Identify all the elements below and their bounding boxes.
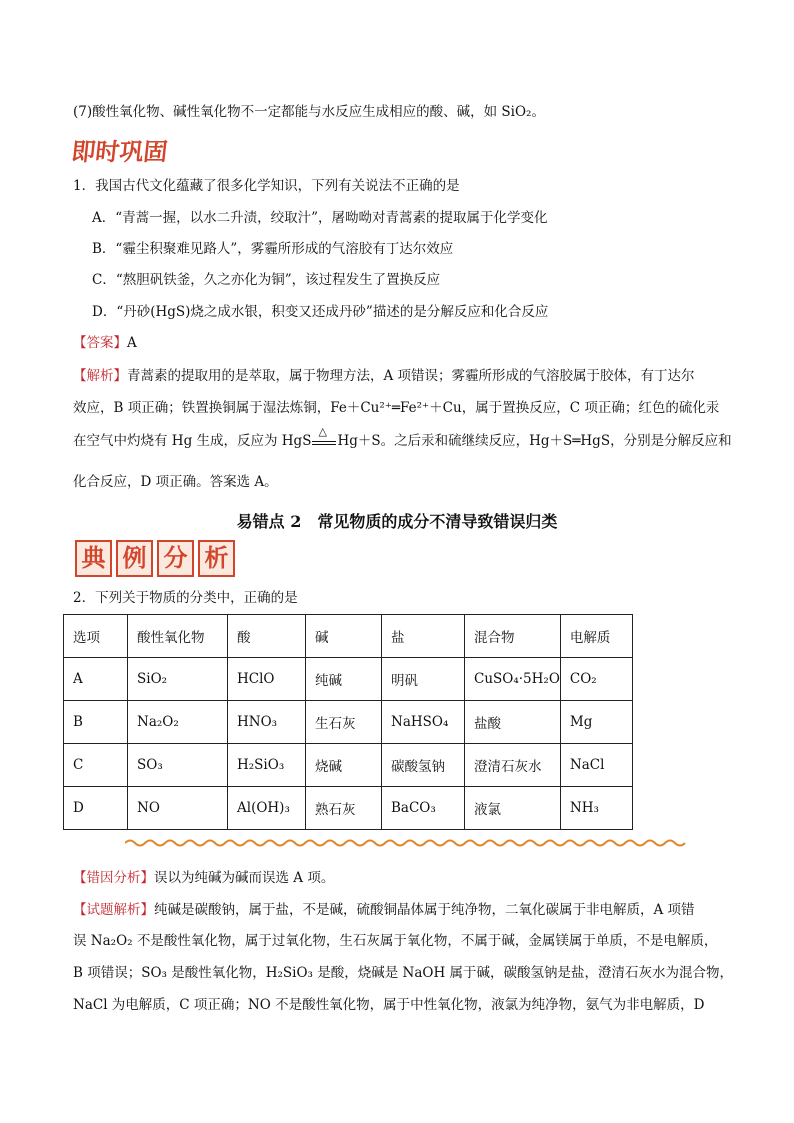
table-cell: 盐酸 xyxy=(465,701,561,744)
table-header: 盐 xyxy=(382,615,465,658)
q1-option-c: C．“熬胆矾铁釜，久之亦化为铜”，该过程发生了置换反应 xyxy=(92,272,441,288)
table-cell: 纯碱 xyxy=(306,658,382,701)
q1-option-b: B．“霾尘积聚难见路人”，雾霾所形成的气溶胶有丁达尔效应 xyxy=(92,241,454,257)
table-cell: HClO xyxy=(228,658,306,701)
solution-text: 纯碱是碳酸钠，属于盐，不是碱，硫酸铜晶体属于纯净物，二氧化碳属于非电解质，A 项错 xyxy=(154,902,695,918)
analysis-tag: 【解析】 xyxy=(73,368,127,384)
table-cell: HNO₃ xyxy=(228,701,306,744)
table-cell: 生石灰 xyxy=(306,701,382,744)
table-cell: NO xyxy=(128,787,228,830)
section-title: 易错点 2 常见物质的成分不清导致错误归类 xyxy=(236,512,558,531)
heat-symbol: △ xyxy=(318,425,327,438)
solution-tag: 【试题解析】 xyxy=(73,902,154,918)
table-cell: C xyxy=(64,744,128,787)
table-header: 电解质 xyxy=(560,615,632,658)
error-text: 误以为纯碱为碱而误选 A 项。 xyxy=(154,870,335,886)
q1-option-a: A．“青蒿一握，以水二升渍，绞取汁”，屠呦呦对青蒿素的提取属于化学变化 xyxy=(92,210,548,226)
analysis-text: Hg＋S。之后汞和硫继续反应，Hg＋S═HgS，分别是分解反应和 xyxy=(337,433,732,449)
table-cell: BaCO₃ xyxy=(382,787,465,830)
stamp-char: 析 xyxy=(198,540,235,577)
table-cell: D xyxy=(64,787,128,830)
table-cell: 明矾 xyxy=(382,658,465,701)
stamp-char: 分 xyxy=(157,540,194,577)
stamp-char: 巩 xyxy=(118,138,145,166)
answer-value: A xyxy=(127,335,137,351)
table-cell: CuSO₄·5H₂O xyxy=(465,658,561,701)
table-cell: NH₃ xyxy=(560,787,632,830)
answer-tag: 【答案】 xyxy=(73,335,127,351)
q1-analysis-line-2: 效应，B 项正确；铁置换铜属于湿法炼铜，Fe＋Cu²⁺═Fe²⁺＋Cu，属于置换反应，C 项正确；红色的硫化汞 xyxy=(73,400,720,416)
stamp-char: 时 xyxy=(94,138,121,166)
error-tag: 【错因分析】 xyxy=(73,870,154,886)
stamp-char: 例 xyxy=(116,540,153,577)
error-analysis xyxy=(73,868,334,888)
table-row xyxy=(64,744,633,787)
table-header: 酸 xyxy=(228,615,306,658)
q1-stem: 1．我国古代文化蕴藏了很多化学知识，下列有关说法不正确的是 xyxy=(73,178,460,194)
table-cell: SO₃ xyxy=(128,744,228,787)
q1-analysis-line-1 xyxy=(73,366,695,386)
table-cell: SiO₂ xyxy=(128,658,228,701)
table-cell: 澄清石灰水 xyxy=(465,744,561,787)
table-cell: B xyxy=(64,701,128,744)
table-cell: 液氯 xyxy=(465,787,561,830)
solution-line-2: 误 Na₂O₂ 不是酸性氧化物，属于过氧化物，生石灰属于氧化物，不属于碱，金属镁属于单质，不是电解质， xyxy=(73,933,718,949)
q1-analysis-line-3 xyxy=(73,425,732,451)
table-cell: A xyxy=(64,658,128,701)
table-row xyxy=(64,787,633,830)
wave-divider xyxy=(125,838,690,848)
solution-line-3: B 项错误；SO₃ 是酸性氧化物，H₂SiO₃ 是酸，烧碱是 NaOH 属于碱，碳酸氢钠是盐，澄清石灰水为混合物， xyxy=(73,965,734,981)
table-header: 混合物 xyxy=(465,615,561,658)
table-header: 碱 xyxy=(306,615,382,658)
q1-answer xyxy=(73,333,137,353)
stamp-char: 典 xyxy=(75,540,112,577)
table-cell: NaHSO₄ xyxy=(382,701,465,744)
stamp-consolidate xyxy=(70,132,169,166)
table-cell: 碳酸氢钠 xyxy=(382,744,465,787)
stamp-example-analysis xyxy=(75,540,235,577)
stamp-char: 即 xyxy=(70,138,97,166)
analysis-text: 青蒿素的提取用的是萃取，属于物理方法，A 项错误；雾霾所形成的气溶胶属于胶体，有丁达尔 xyxy=(127,368,695,384)
table-cell: 烧碱 xyxy=(306,744,382,787)
stamp-char: 固 xyxy=(142,138,169,166)
intro-line: (7)酸性氧化物、碱性氧化物不一定都能与水反应生成相应的酸、碱，如 SiO₂。 xyxy=(73,104,545,120)
solution-line-1 xyxy=(73,900,695,920)
solution-line-4: NaCl 为电解质，C 项正确；NO 不是酸性氧化物，属于中性氧化物，液氯为纯净物，氨气为非电解质，D xyxy=(73,997,705,1013)
table-header-row xyxy=(64,615,633,658)
classification-table xyxy=(63,614,633,830)
table-cell: Na₂O₂ xyxy=(128,701,228,744)
table-cell: CO₂ xyxy=(560,658,632,701)
q1-analysis-line-4: 化合反应，D 项正确。答案选 A。 xyxy=(73,474,278,490)
heat-arrow xyxy=(311,425,337,451)
table-cell: Al(OH)₃ xyxy=(228,787,306,830)
table-row xyxy=(64,701,633,744)
table-header: 选项 xyxy=(64,615,128,658)
table-cell: Mg xyxy=(560,701,632,744)
table-cell: 熟石灰 xyxy=(306,787,382,830)
table-header: 酸性氧化物 xyxy=(128,615,228,658)
analysis-text: 在空气中灼烧有 Hg 生成，反应为 HgS xyxy=(73,433,312,449)
table-row xyxy=(64,658,633,701)
table-cell: NaCl xyxy=(560,744,632,787)
q1-option-d: D．“丹砂(HgS)烧之成水银，积变又还成丹砂”描述的是分解反应和化合反应 xyxy=(92,304,549,320)
table-cell: H₂SiO₃ xyxy=(228,744,306,787)
q2-stem: 2．下列关于物质的分类中，正确的是 xyxy=(73,590,298,606)
